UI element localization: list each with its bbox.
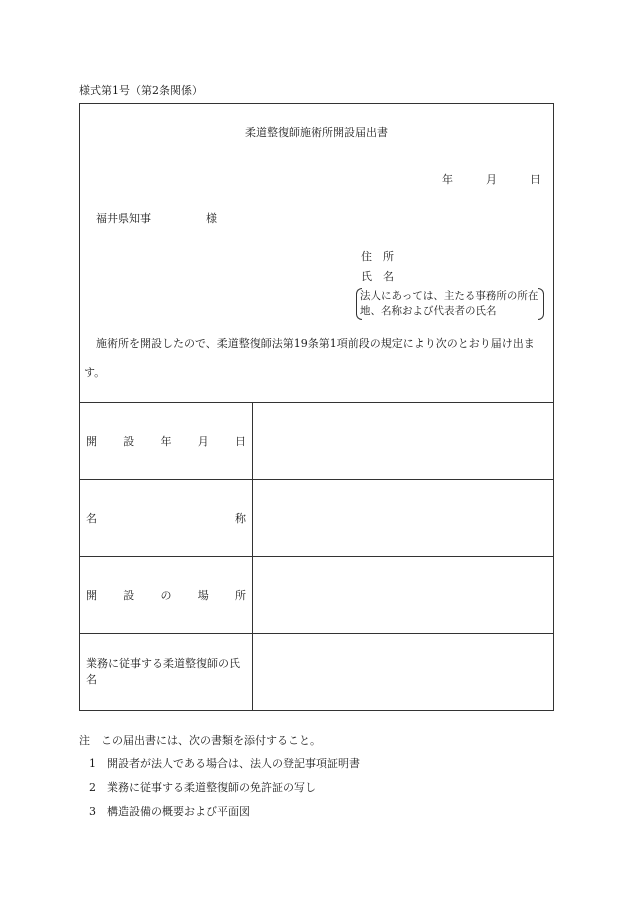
facility-name-label: 名 称 [80, 480, 253, 557]
opening-location-label: 開 設 の 場 所 [80, 557, 253, 634]
day-label: 日 [530, 173, 541, 186]
practitioner-names-label: 業務に従事する柔道整復師の氏名 [80, 634, 253, 711]
opening-location-value[interactable] [253, 557, 554, 634]
notes-heading: 注 この届出書には、次の書類を添付すること。 [79, 734, 321, 747]
details-table [79, 402, 554, 711]
note-item: 3 構造設備の概要および平面図 [89, 805, 250, 818]
page-title: 柔道整復師施術所開設届出書 [245, 126, 388, 139]
month-label: 月 [486, 173, 497, 186]
opening-date-value[interactable] [253, 403, 554, 480]
corporate-note [356, 288, 544, 320]
name-label: 氏 名 [361, 270, 394, 283]
note-item: 1 開設者が法人である場合は、法人の登記事項証明書 [89, 757, 360, 770]
opening-date-label: 開 設 年 月 日 [80, 403, 253, 480]
table-row [80, 557, 554, 634]
form-number: 様式第1号（第2条関係） [79, 84, 203, 97]
table-row [80, 403, 554, 480]
practitioner-names-value[interactable] [253, 634, 554, 711]
statement: 施術所を開設したので、柔道整復師法第19条第1項前段の規定により次のとおり届け出ます。 [84, 337, 535, 379]
year-label: 年 [442, 173, 453, 186]
addressee-honorific: 様 [206, 212, 217, 225]
table-row [80, 480, 554, 557]
date-line [442, 171, 541, 187]
address-label: 住 所 [361, 250, 394, 263]
addressee [96, 210, 217, 226]
table-row [80, 634, 554, 711]
form-header-box [79, 103, 554, 403]
facility-name-value[interactable] [253, 480, 554, 557]
corporate-note-text: 法人にあっては、主たる事務所の所在地、名称および代表者の氏名 [360, 290, 539, 317]
note-item: 2 業務に従事する柔道整復師の免許証の写し [89, 781, 316, 794]
addressee-name: 福井県知事 [96, 212, 151, 225]
